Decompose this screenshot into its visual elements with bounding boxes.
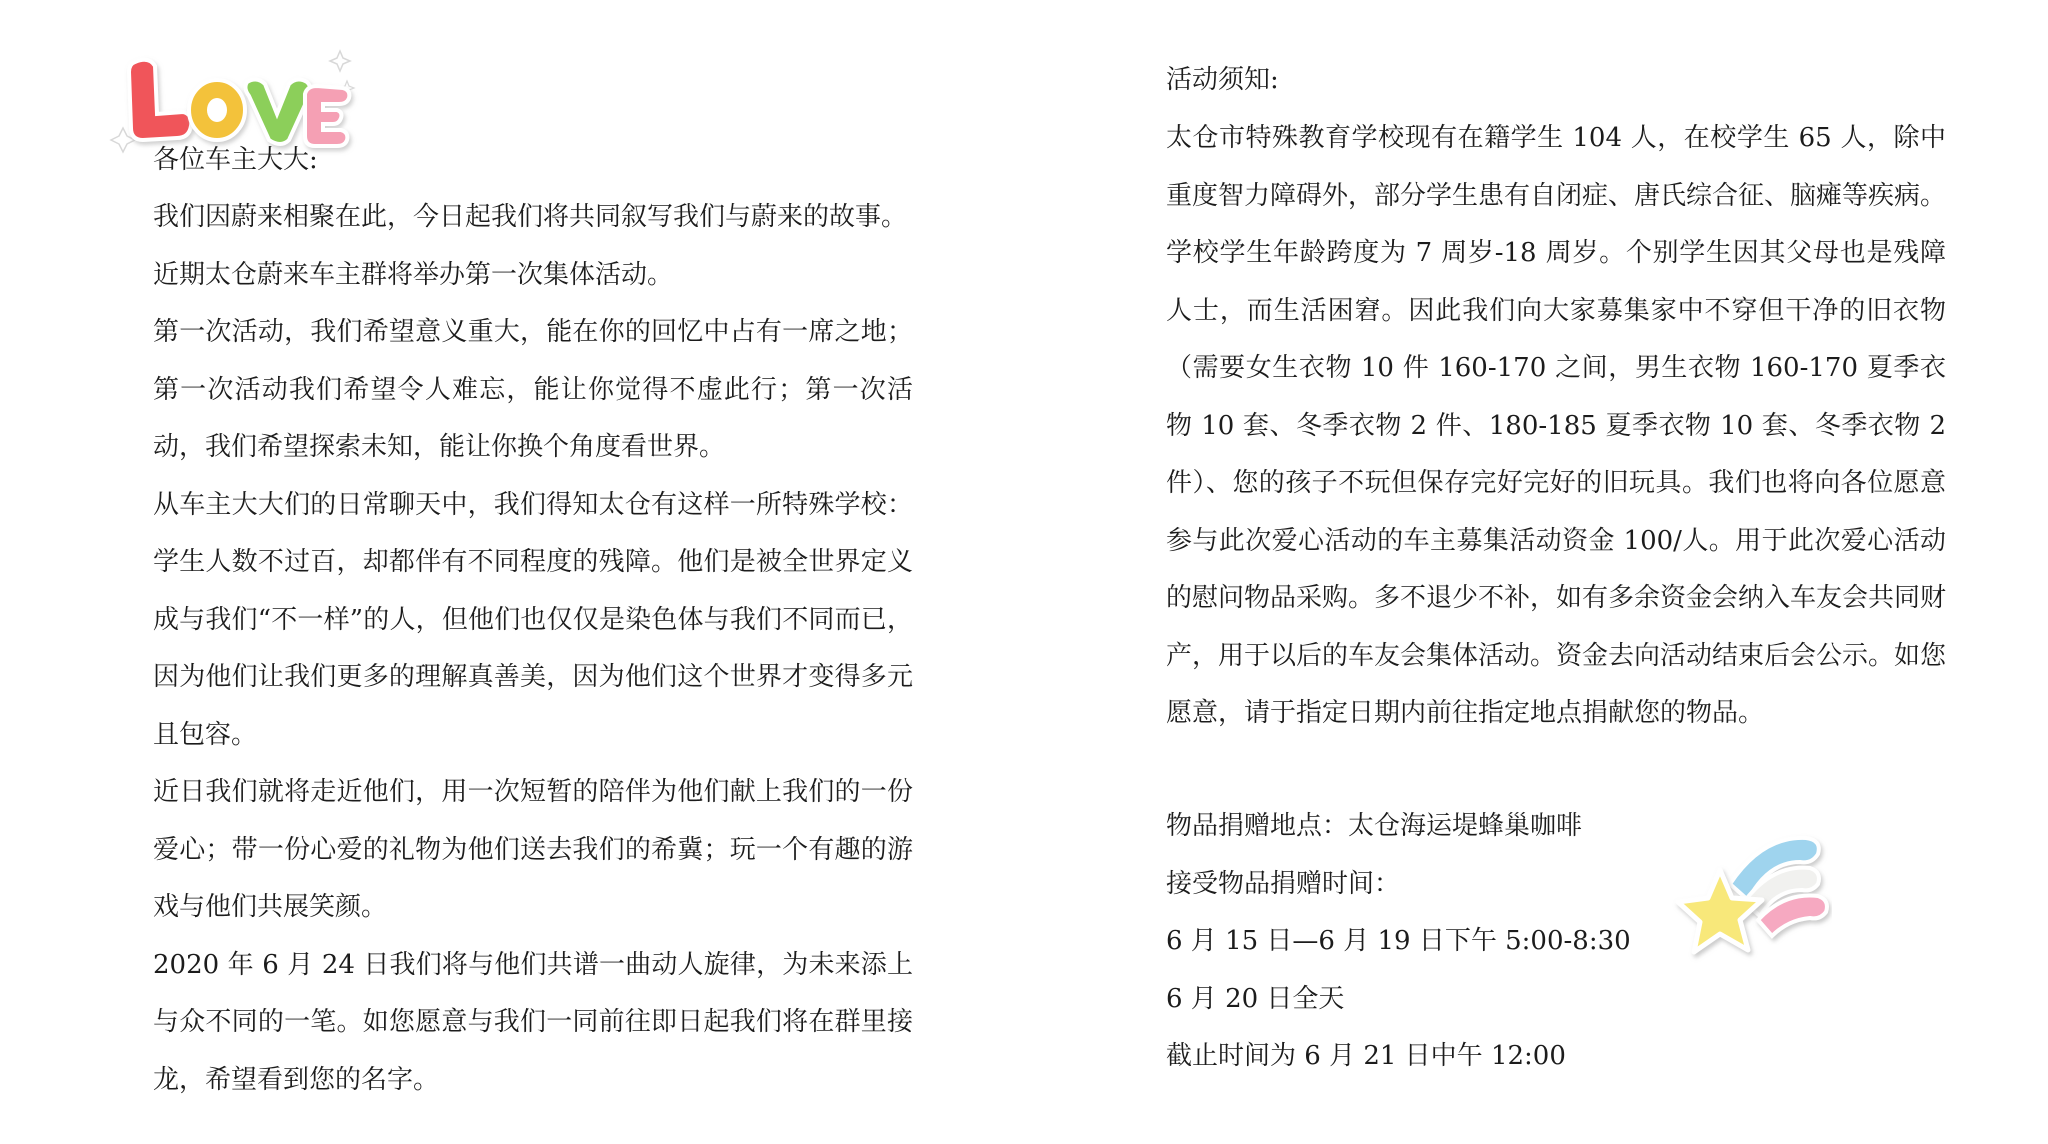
shooting-star-sticker-icon [1672, 828, 1832, 978]
donation-time-label: 接受物品捐赠时间： [1166, 868, 1401, 899]
letter-body [153, 189, 913, 1109]
notice-body: 太仓市特殊教育学校现有在籍学生 104 人，在校学生 65 人，除中重度智力障碍外，部分学生患有自闭症、唐氏综合征、脑瘫等疾病。学校学生年龄跨度为 7 周岁-18 周岁。个别学生因其父母也是残障人士，而生活困窘。因此我们向大家募集家中不穿但干净的旧衣物（需要女生衣物 10 件 160-170 之间，男生衣物 160-170 夏季衣物 10 套、冬季衣物 2 件、180-185 夏季衣物 10 套、冬季衣物 2 件）、您的孩子不玩但保存完好完好的旧玩具。我们也将向各位愿意参与此次爱心活动的车主募集活动资金 100/人。用于此次爱心活动的慰问物品采购。多不退少不补，如有多余资金会纳入车友会共同财产，用于以后的车友会集体活动。资金去向活动结束后会公示。如您愿意，请于指定日期内前往指定地点捐献您的物品。 [1166, 123, 1947, 728]
donation-time-1: 6 月 15 日—6 月 19 日下午 5:00-8:30 [1166, 926, 1631, 956]
notice-title: 活动须知: [1166, 65, 1279, 95]
letter-paragraph-6: 2020 年 6 月 24 日我们将与他们共谱一曲动人旋律，为未来添上与众不同的一笔。如您愿意与我们一同前往即日起我们将在群里接龙，希望看到您的名字。 [153, 949, 913, 1095]
letter-paragraph-5: 近日我们就将走近他们，用一次短暂的陪伴为他们献上我们的一份爱心；带一份心爱的礼物为他们送去我们的希冀；玩一个有趣的游戏与他们共展笑颜。 [153, 777, 913, 922]
donation-time-2: 6 月 20 日全天 [1166, 983, 1345, 1014]
letter-paragraph-4: 从车主大大们的日常聊天中，我们得知太仓有这样一所特殊学校：学生人数不过百，却都伴有不同程度的残障。他们是被全世界定义成与我们“不一样”的人，但他们也仅仅是染色体与我们不同而已，因为他们让我们更多的理解真善美，因为他们这个世界才变得多元且包容。 [153, 489, 913, 750]
letter-paragraph-3: 第一次活动，我们希望意义重大，能在你的回忆中占有一席之地；第一次活动我们希望令人难忘，能让你觉得不虚此行；第一次活动，我们希望探索未知，能让你换个角度看世界。 [153, 317, 913, 462]
letter-paragraph-2: 近期太仓蔚来车主群将举办第一次集体活动。 [153, 259, 674, 290]
letter-paragraph-1: 我们因蔚来相聚在此，今日起我们将共同叙写我们与蔚来的故事。 [153, 202, 908, 232]
donation-location: 物品捐赠地点：太仓海运堤蜂巢咖啡 [1166, 811, 1583, 841]
donation-deadline: 截止时间为 6 月 21 日中午 12:00 [1166, 1041, 1566, 1071]
letter-greeting: 各位车主大大: [153, 145, 318, 175]
